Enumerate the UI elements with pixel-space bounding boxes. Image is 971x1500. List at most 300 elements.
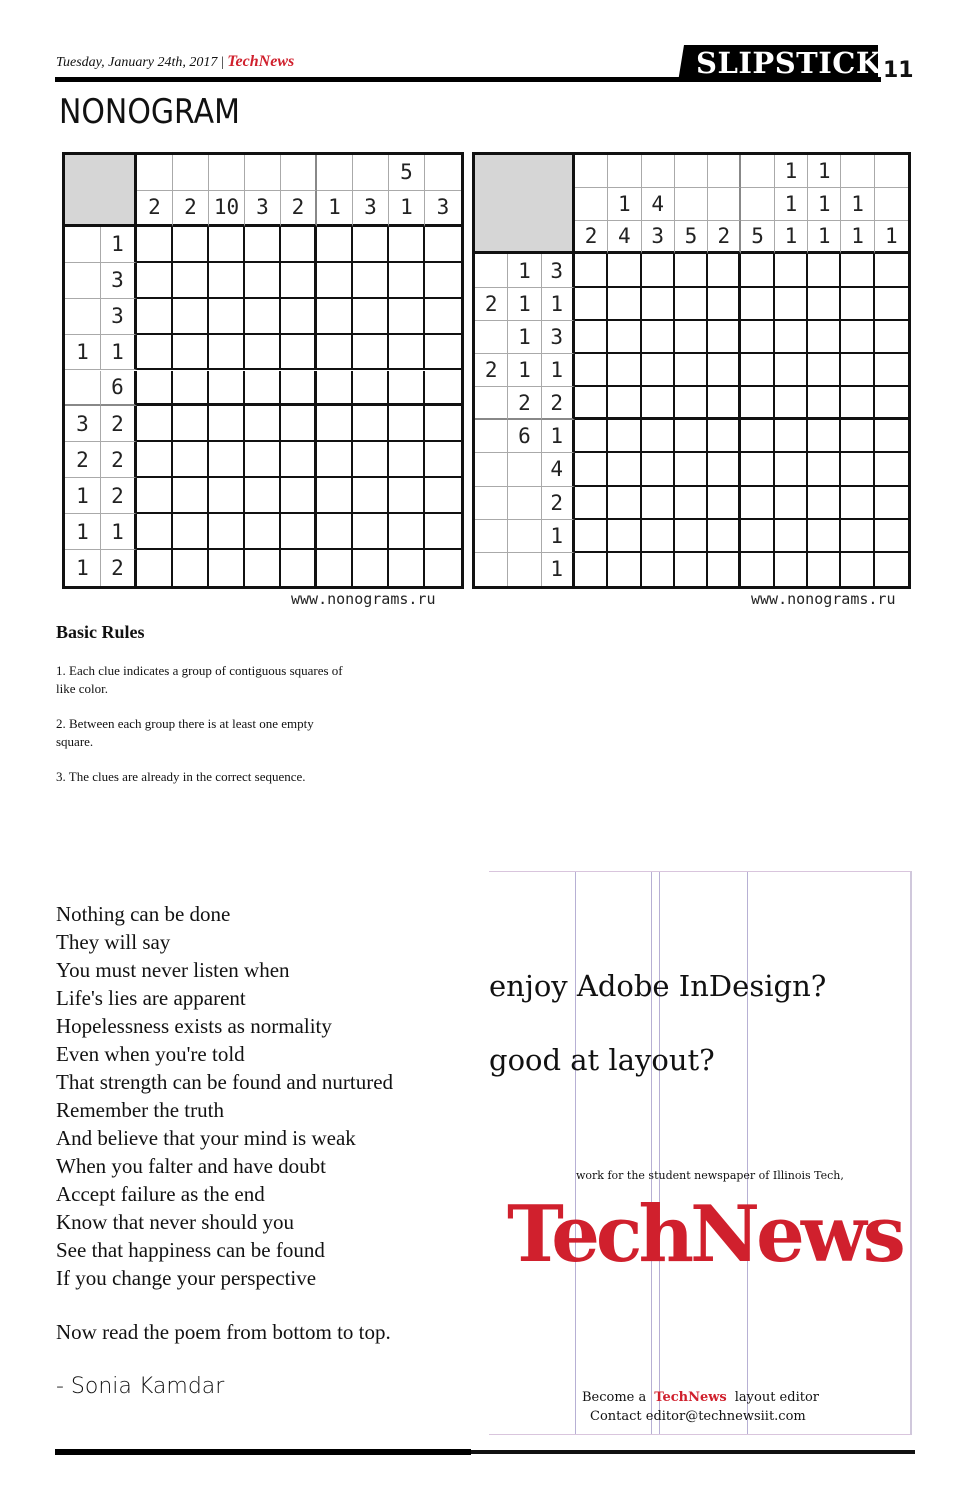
- puzzle-cell[interactable]: [741, 288, 774, 321]
- poem-line: If you change your perspective: [56, 1266, 317, 1290]
- puzzle-cell[interactable]: [875, 487, 908, 520]
- puzzle-cell[interactable]: [173, 514, 209, 550]
- puzzle-cell[interactable]: [675, 288, 708, 321]
- row-clue: 3: [101, 263, 137, 299]
- puzzle-cell[interactable]: [281, 550, 317, 586]
- row-clue: 1: [65, 335, 101, 371]
- puzzle-cell[interactable]: [281, 514, 317, 550]
- puzzle-cell[interactable]: [245, 299, 281, 335]
- puzzle-cell[interactable]: [425, 550, 461, 586]
- row-clue: 2: [542, 387, 575, 420]
- puzzle-cell[interactable]: [675, 453, 708, 486]
- puzzle-cell[interactable]: [209, 335, 245, 371]
- puzzle-cell[interactable]: [741, 321, 774, 354]
- column-clue: [608, 155, 641, 188]
- puzzle-cell[interactable]: [137, 406, 173, 442]
- layout-guide: [651, 872, 652, 1434]
- row-clue: [508, 520, 541, 553]
- puzzle-cell[interactable]: [708, 453, 741, 486]
- row-clue: [508, 453, 541, 486]
- puzzle-cell[interactable]: [353, 406, 389, 442]
- puzzle-cell[interactable]: [608, 453, 641, 486]
- puzzle-cell[interactable]: [642, 288, 675, 321]
- ad-contact-line: Contact editor@technewsiit.com: [590, 1409, 806, 1424]
- column-clue: [245, 155, 281, 191]
- puzzle-cell[interactable]: [137, 371, 173, 407]
- column-clue: 1: [608, 188, 641, 221]
- puzzle-credit: www.nonograms.ru: [291, 590, 436, 608]
- puzzle-cell[interactable]: [389, 371, 425, 407]
- puzzle-cell[interactable]: [281, 335, 317, 371]
- row-clue: 2: [101, 442, 137, 478]
- puzzle-cell[interactable]: [808, 487, 841, 520]
- puzzle-cell[interactable]: [353, 514, 389, 550]
- puzzle-cell[interactable]: [575, 254, 608, 287]
- puzzle-cell[interactable]: [137, 263, 173, 299]
- puzzle-cell[interactable]: [353, 263, 389, 299]
- puzzle-cell[interactable]: [642, 520, 675, 553]
- puzzle-cell[interactable]: [741, 553, 774, 586]
- column-clue: 3: [642, 221, 675, 254]
- puzzle-cell[interactable]: [425, 442, 461, 478]
- puzzle-cell[interactable]: [353, 227, 389, 263]
- puzzle-cell[interactable]: [841, 254, 874, 287]
- poem-line: That strength can be found and nurtured: [56, 1070, 394, 1094]
- column-clue: 1: [808, 155, 841, 188]
- puzzle-cell[interactable]: [875, 420, 908, 453]
- row-clue: 3: [542, 321, 575, 354]
- puzzle-cell[interactable]: [173, 550, 209, 586]
- puzzle-cell[interactable]: [575, 553, 608, 586]
- puzzle-cell[interactable]: [741, 420, 774, 453]
- column-clue: [173, 155, 209, 191]
- row-clue: 3: [101, 299, 137, 335]
- row-clue: 2: [101, 406, 137, 442]
- puzzle-cell[interactable]: [389, 263, 425, 299]
- puzzle-cell[interactable]: [775, 254, 808, 287]
- puzzle-cell[interactable]: [875, 354, 908, 387]
- puzzle-cell[interactable]: [875, 520, 908, 553]
- puzzle-cell[interactable]: [317, 335, 353, 371]
- layout-guide: [575, 872, 576, 1434]
- puzzle-cell[interactable]: [875, 387, 908, 420]
- column-clue: [209, 155, 245, 191]
- puzzle-cell[interactable]: [741, 387, 774, 420]
- puzzle-cell[interactable]: [209, 227, 245, 263]
- puzzle-cell[interactable]: [608, 487, 641, 520]
- puzzle-cell[interactable]: [137, 299, 173, 335]
- puzzle-cell[interactable]: [741, 354, 774, 387]
- row-clue: 1: [101, 227, 137, 263]
- puzzle-cell[interactable]: [841, 553, 874, 586]
- puzzle-cell[interactable]: [317, 371, 353, 407]
- row-clue: 1: [542, 553, 575, 586]
- poem-line: Nothing can be done: [56, 902, 231, 926]
- puzzle-cell[interactable]: [317, 478, 353, 514]
- puzzle-cell[interactable]: [875, 288, 908, 321]
- poem-line: Remember the truth: [56, 1098, 224, 1122]
- puzzle-cell[interactable]: [708, 387, 741, 420]
- row-clue: 6: [508, 420, 541, 453]
- column-clue: 5: [675, 221, 708, 254]
- ad-work-line: work for the student newspaper of Illinois Tech,: [576, 1169, 844, 1182]
- puzzle-cell[interactable]: [245, 478, 281, 514]
- puzzle-cell[interactable]: [841, 288, 874, 321]
- column-clue: 1: [775, 155, 808, 188]
- puzzle-cell[interactable]: [389, 335, 425, 371]
- column-clue: 5: [389, 155, 425, 191]
- puzzle-cell[interactable]: [708, 487, 741, 520]
- puzzle-cell[interactable]: [245, 263, 281, 299]
- column-clue: [708, 155, 741, 188]
- row-clue: 2: [475, 354, 508, 387]
- puzzle-cell[interactable]: [808, 354, 841, 387]
- puzzle-cell[interactable]: [841, 520, 874, 553]
- puzzle-cell[interactable]: [675, 420, 708, 453]
- poem-line: Life's lies are apparent: [56, 986, 246, 1010]
- column-clue: 2: [137, 191, 173, 227]
- puzzle-cell[interactable]: [841, 453, 874, 486]
- puzzle-cell[interactable]: [425, 335, 461, 371]
- row-clue: 3: [65, 406, 101, 442]
- puzzle-cell[interactable]: [808, 321, 841, 354]
- row-clue: [475, 453, 508, 486]
- column-clue: [675, 188, 708, 221]
- row-clue: 1: [101, 335, 137, 371]
- puzzle-cell[interactable]: [317, 299, 353, 335]
- puzzle-cell[interactable]: [841, 387, 874, 420]
- row-clue: [508, 487, 541, 520]
- puzzle-cell[interactable]: [245, 550, 281, 586]
- puzzle-cell[interactable]: [173, 371, 209, 407]
- poem-line: They will say: [56, 930, 171, 954]
- puzzle-cell[interactable]: [841, 420, 874, 453]
- puzzle-cell[interactable]: [708, 354, 741, 387]
- puzzle-cell[interactable]: [173, 227, 209, 263]
- technews-logo: TechNews: [507, 1189, 902, 1280]
- puzzle-cell[interactable]: [389, 514, 425, 550]
- row-clue: [475, 553, 508, 586]
- puzzle-cell[interactable]: [575, 288, 608, 321]
- puzzle-cell[interactable]: [173, 335, 209, 371]
- row-clue: [475, 254, 508, 287]
- puzzle-cell[interactable]: [642, 321, 675, 354]
- page-title: NONOGRAM: [59, 92, 240, 132]
- row-clue: 1: [65, 478, 101, 514]
- puzzle-cell[interactable]: [808, 520, 841, 553]
- puzzle-cell[interactable]: [841, 321, 874, 354]
- puzzle-cell[interactable]: [245, 371, 281, 407]
- row-clue: 1: [542, 288, 575, 321]
- puzzle-cell[interactable]: [642, 487, 675, 520]
- puzzle-cell[interactable]: [808, 553, 841, 586]
- puzzle-cell[interactable]: [675, 387, 708, 420]
- header-separator: |: [220, 55, 225, 70]
- puzzle-cell[interactable]: [575, 487, 608, 520]
- row-clue: [65, 299, 101, 335]
- row-clue: 1: [101, 514, 137, 550]
- puzzle-cell[interactable]: [608, 420, 641, 453]
- poem-line: Know that never should you: [56, 1210, 294, 1234]
- puzzle-cell[interactable]: [741, 453, 774, 486]
- layout-guide: [747, 872, 748, 1434]
- poem-line: See that happiness can be found: [56, 1238, 325, 1262]
- puzzle-cell[interactable]: [281, 263, 317, 299]
- column-clue: [841, 155, 874, 188]
- puzzle-cell[interactable]: [775, 288, 808, 321]
- puzzle-cell[interactable]: [642, 453, 675, 486]
- puzzle-cell[interactable]: [317, 550, 353, 586]
- puzzle-cell[interactable]: [209, 442, 245, 478]
- ad-question-indesign: enjoy Adobe InDesign?: [489, 969, 827, 1003]
- row-clue: 1: [508, 354, 541, 387]
- header-brand: TechNews: [227, 53, 295, 70]
- puzzle-cell[interactable]: [608, 520, 641, 553]
- puzzle-cell[interactable]: [209, 371, 245, 407]
- ad-become-suffix: layout editor: [734, 1390, 819, 1405]
- rule-item: 2. Between each group there is at least one empty square.: [56, 716, 314, 749]
- puzzle-cell[interactable]: [317, 263, 353, 299]
- puzzle-cell[interactable]: [173, 263, 209, 299]
- puzzle-cell[interactable]: [675, 321, 708, 354]
- column-clue: [675, 155, 708, 188]
- puzzle-cell[interactable]: [808, 420, 841, 453]
- puzzle-cell[interactable]: [708, 553, 741, 586]
- puzzle-cell[interactable]: [608, 387, 641, 420]
- puzzle-cell[interactable]: [353, 550, 389, 586]
- clue-corner: [475, 155, 575, 254]
- puzzle-cell[interactable]: [425, 478, 461, 514]
- puzzle-cell[interactable]: [708, 520, 741, 553]
- puzzle-cell[interactable]: [841, 354, 874, 387]
- column-clue: [575, 188, 608, 221]
- column-clue: [741, 188, 774, 221]
- puzzle-cell[interactable]: [281, 406, 317, 442]
- row-clue: 1: [508, 321, 541, 354]
- row-clue: 2: [475, 288, 508, 321]
- puzzle-cell[interactable]: [137, 514, 173, 550]
- puzzle-cell[interactable]: [353, 335, 389, 371]
- puzzle-cell[interactable]: [317, 227, 353, 263]
- rule-item: 1. Each clue indicates a group of contiguous squares of like color.: [56, 663, 343, 696]
- puzzle-cell[interactable]: [209, 263, 245, 299]
- puzzle-cell[interactable]: [575, 321, 608, 354]
- puzzle-cell[interactable]: [875, 553, 908, 586]
- puzzle-cell[interactable]: [608, 321, 641, 354]
- puzzle-cell[interactable]: [775, 321, 808, 354]
- puzzle-cell[interactable]: [741, 254, 774, 287]
- puzzle-cell[interactable]: [425, 299, 461, 335]
- column-clue: 1: [875, 221, 908, 254]
- column-clue: [281, 155, 317, 191]
- puzzle-cell[interactable]: [425, 227, 461, 263]
- ad-become-prefix: Become a: [582, 1390, 647, 1405]
- puzzle-cell[interactable]: [642, 420, 675, 453]
- column-clue: 1: [317, 191, 353, 227]
- puzzle-cell[interactable]: [642, 354, 675, 387]
- puzzle-cell[interactable]: [209, 550, 245, 586]
- puzzle-cell[interactable]: [808, 288, 841, 321]
- row-clue: 2: [65, 442, 101, 478]
- column-clue: 5: [741, 221, 774, 254]
- puzzle-cell[interactable]: [353, 442, 389, 478]
- puzzle-cell[interactable]: [775, 553, 808, 586]
- row-clue: [65, 263, 101, 299]
- puzzle-cell[interactable]: [875, 254, 908, 287]
- puzzle-cell[interactable]: [841, 487, 874, 520]
- row-clue: 6: [101, 371, 137, 407]
- puzzle-cell[interactable]: [708, 420, 741, 453]
- puzzle-cell[interactable]: [317, 406, 353, 442]
- row-clue: 1: [542, 354, 575, 387]
- puzzle-cell[interactable]: [245, 335, 281, 371]
- puzzle-cell[interactable]: [209, 514, 245, 550]
- puzzle-cell[interactable]: [137, 478, 173, 514]
- row-clue: [475, 420, 508, 453]
- column-clue: [642, 155, 675, 188]
- puzzle-cell[interactable]: [173, 442, 209, 478]
- row-clue: [475, 487, 508, 520]
- column-clue: 2: [708, 221, 741, 254]
- poem-line: Accept failure as the end: [56, 1182, 265, 1206]
- puzzle-cell[interactable]: [425, 263, 461, 299]
- puzzle-cell[interactable]: [808, 387, 841, 420]
- puzzle-cell[interactable]: [353, 478, 389, 514]
- puzzle-cell[interactable]: [317, 514, 353, 550]
- puzzle-cell[interactable]: [875, 321, 908, 354]
- ad-question-layout: good at layout?: [489, 1043, 715, 1077]
- row-clue: 1: [542, 520, 575, 553]
- puzzle-cell[interactable]: [425, 514, 461, 550]
- puzzle-cell[interactable]: [389, 478, 425, 514]
- column-clue: 4: [608, 221, 641, 254]
- puzzle-cell[interactable]: [425, 371, 461, 407]
- puzzle-cell[interactable]: [775, 354, 808, 387]
- column-clue: 1: [775, 221, 808, 254]
- footer-rule: [471, 1450, 915, 1454]
- puzzle-cell[interactable]: [281, 299, 317, 335]
- puzzle-cell[interactable]: [608, 288, 641, 321]
- recruitment-ad: [489, 871, 912, 1435]
- puzzle-cell[interactable]: [389, 227, 425, 263]
- puzzle-cell[interactable]: [137, 335, 173, 371]
- poem-line: Hopelessness exists as normality: [56, 1014, 332, 1038]
- puzzle-cell[interactable]: [775, 387, 808, 420]
- puzzle-cell[interactable]: [708, 254, 741, 287]
- puzzle-credit: www.nonograms.ru: [751, 590, 896, 608]
- row-clue: [508, 553, 541, 586]
- puzzle-cell[interactable]: [353, 299, 389, 335]
- puzzle-cell[interactable]: [209, 299, 245, 335]
- puzzle-cell[interactable]: [173, 406, 209, 442]
- puzzle-cell[interactable]: [775, 520, 808, 553]
- puzzle-cell[interactable]: [642, 553, 675, 586]
- puzzle-cell[interactable]: [808, 254, 841, 287]
- puzzle-cell[interactable]: [389, 299, 425, 335]
- row-clue: [475, 520, 508, 553]
- column-clue: [741, 155, 774, 188]
- puzzle-cell[interactable]: [245, 442, 281, 478]
- row-clue: [475, 321, 508, 354]
- puzzle-cell[interactable]: [353, 371, 389, 407]
- puzzle-cell[interactable]: [425, 406, 461, 442]
- puzzle-cell[interactable]: [608, 254, 641, 287]
- puzzle-cell[interactable]: [775, 487, 808, 520]
- puzzle-cell[interactable]: [245, 406, 281, 442]
- puzzle-cell[interactable]: [209, 478, 245, 514]
- puzzle-cell[interactable]: [875, 453, 908, 486]
- puzzle-cell[interactable]: [642, 387, 675, 420]
- puzzle-cell[interactable]: [389, 406, 425, 442]
- puzzle-cell[interactable]: [281, 371, 317, 407]
- puzzle-cell[interactable]: [575, 453, 608, 486]
- puzzle-cell[interactable]: [389, 550, 425, 586]
- puzzle-cell[interactable]: [245, 227, 281, 263]
- puzzle-cell[interactable]: [708, 321, 741, 354]
- puzzle-cell[interactable]: [775, 453, 808, 486]
- puzzle-cell[interactable]: [209, 406, 245, 442]
- poem-author: - Sonia Kamdar: [56, 1374, 225, 1399]
- column-clue: 3: [425, 191, 461, 227]
- poem-line: And believe that your mind is weak: [56, 1126, 356, 1150]
- puzzle-cell[interactable]: [389, 442, 425, 478]
- row-clue: [475, 387, 508, 420]
- row-clue: 3: [542, 254, 575, 287]
- puzzle-cell[interactable]: [575, 354, 608, 387]
- puzzle-cell[interactable]: [741, 520, 774, 553]
- puzzle-cell[interactable]: [575, 520, 608, 553]
- puzzle-cell[interactable]: [575, 387, 608, 420]
- puzzle-cell[interactable]: [675, 354, 708, 387]
- puzzle-cell[interactable]: [317, 442, 353, 478]
- puzzle-cell[interactable]: [775, 420, 808, 453]
- rule-item: 3. The clues are already in the correct sequence.: [56, 769, 306, 784]
- header-dateline: [56, 53, 294, 71]
- puzzle-cell[interactable]: [642, 254, 675, 287]
- puzzle-cell[interactable]: [173, 299, 209, 335]
- row-clue: 2: [508, 387, 541, 420]
- puzzle-cell[interactable]: [675, 520, 708, 553]
- puzzle-cell[interactable]: [741, 487, 774, 520]
- puzzle-cell[interactable]: [137, 227, 173, 263]
- puzzle-cell[interactable]: [281, 478, 317, 514]
- puzzle-cell[interactable]: [675, 553, 708, 586]
- puzzle-cell[interactable]: [245, 514, 281, 550]
- puzzle-cell[interactable]: [575, 420, 608, 453]
- clue-corner: [65, 155, 137, 227]
- puzzle-cell[interactable]: [608, 553, 641, 586]
- column-clue: 1: [775, 188, 808, 221]
- puzzle-cell[interactable]: [281, 227, 317, 263]
- puzzle-cell[interactable]: [137, 550, 173, 586]
- puzzle-cell[interactable]: [281, 442, 317, 478]
- poem-line: You must never listen when: [56, 958, 290, 982]
- puzzle-cell[interactable]: [137, 442, 173, 478]
- puzzle-cell[interactable]: [708, 288, 741, 321]
- puzzle-cell[interactable]: [675, 487, 708, 520]
- puzzle-cell[interactable]: [808, 453, 841, 486]
- puzzle-cell[interactable]: [675, 254, 708, 287]
- column-clue: [708, 188, 741, 221]
- poem-note: Now read the poem from bottom to top.: [56, 1320, 391, 1344]
- column-clue: 1: [808, 188, 841, 221]
- column-clue: [137, 155, 173, 191]
- poem: [56, 900, 393, 1292]
- footer-rule: [55, 1449, 471, 1455]
- puzzle-cell[interactable]: [608, 354, 641, 387]
- nonogram-puzzle-1: [62, 152, 464, 589]
- puzzle-cell[interactable]: [173, 478, 209, 514]
